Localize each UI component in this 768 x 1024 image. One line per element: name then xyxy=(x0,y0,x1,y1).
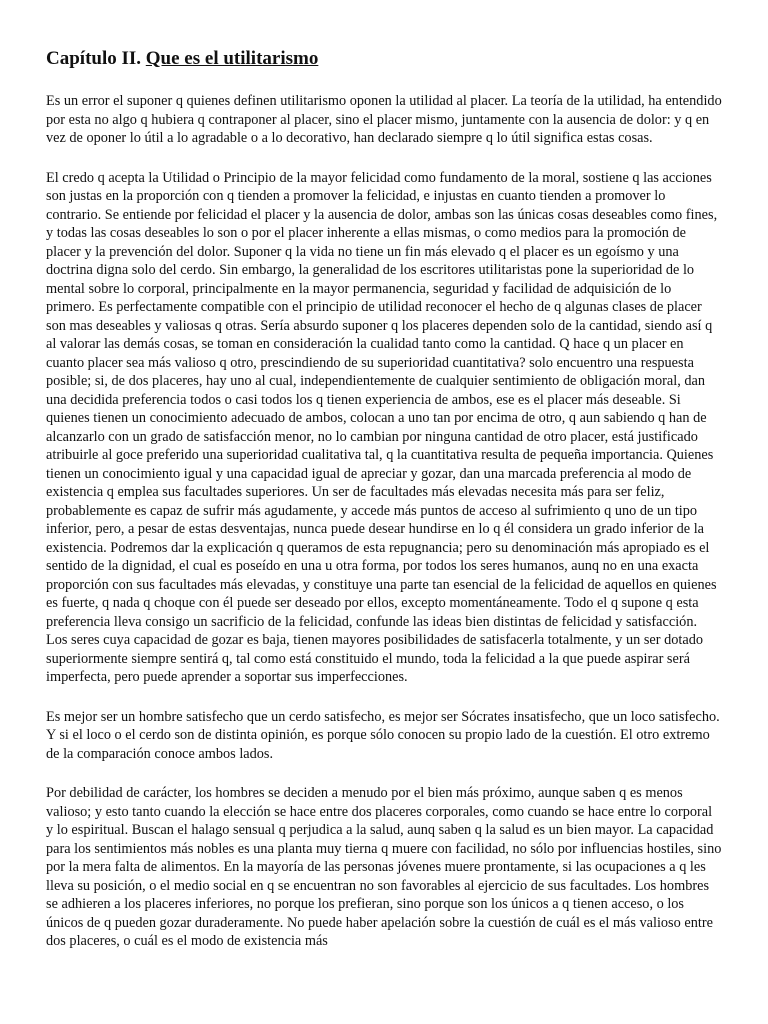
document-page xyxy=(46,46,722,972)
paragraph-4: Por debilidad de carácter, los hombres se deciden a menudo por el bien más próximo, aunque saben q es menos valioso; y esto tanto cuando la elección se hace entre dos placeres corporales, como cuando se hace entre lo corporal y lo espiritual. Buscan el halago sensual q perjudica a la salud, aunq saben q la salud es un bien mayor. La capacidad para los sentimientos más nobles es una planta muy tierna q muere con facilidad, no sólo por influencias hostiles, sino por la mera falta de alimentos. En la mayoría de las personas jóvenes muere prontamente, si las ocupaciones a q les lleva su posición, o el medio social en q se encuentran no son favorables al ejercicio de sus facultades. Los hombres se adhieren a los placeres inferiores, no porque los prefieran, sino porque son los únicos a q tienen acceso, o los únicos de q pueden gozar duraderamente. No puede haber apelación sobre la cuestión de cuál es el más valioso entre dos placeres, o cuál es el modo de existencia más xyxy=(46,785,722,949)
chapter-label: Capítulo II. xyxy=(46,48,142,69)
paragraph-2: El credo q acepta la Utilidad o Principio de la mayor felicidad como fundamento de la moral, sostiene q las acciones son justas en la proporción con q tienden a promover la felicidad, e injustas en cuanto tienden a promover lo contrario. Se entiende por felicidad el placer y la ausencia de dolor, ambas son las únicas cosas deseables como fines, y todas las cosas deseables lo son o por el placer inherente a ellas mismas, o como medios para la promoción de placer y la prevención del dolor. Suponer q la vida no tiene un fin más elevado q el placer es un egoísmo y una doctrina digna solo del cerdo. Sin embargo, la generalidad de los escritores utilitaristas pone la superioridad de lo mental sobre lo corporal, principalmente en la mayor permanencia, seguridad y facilidad de adquisición de lo primero. Es perfectamente compatible con el principio de utilidad reconocer el hecho de q algunas clases de placer son mas deseables y valiosas q otras. Sería absurdo suponer q los placeres dependen solo de la cantidad, siendo así q al valorar las demás cosas, se toman en consideración la cualidad tanto como la cantidad. Q hace q un placer en cuanto placer sea más valioso q otro, prescindiendo de su superioridad cuantitativa? solo encuentro una respuesta posible; si, de dos placeres, hay uno al cual, independientemente de cualquier sentimiento de obligación moral, dan una decidida preferencia todos o casi todos los q tienen experiencia de ambos, ese es el placer más deseable. Si quienes tienen un conocimiento adecuado de ambos, colocan a uno tan por encima de otro, q aun sabiendo q han de alcanzarlo con un grado de satisfacción menor, no lo cambian por ninguna cantidad de otro placer, está justificado atribuirle al goce preferido una superioridad cualitativa tal, q la cuantitativa resulta de pequeña importancia. Quienes tienen un conocimiento igual y una capacidad igual de apreciar y gozar, dan una marcada preferencia al modo de existencia q emplea sus facultades superiores. Un ser de facultades más elevadas necesita más para ser feliz, probablemente es capaz de sufrir más agudamente, y accede más puntos de acceso al sufrimiento q uno de un tipo inferior, pero, a pesar de estas desventajas, nunca puede desear hundirse en lo q él considera un grado inferior de la existencia. Podremos dar la explicación q queramos de esta repugnancia; pero su denominación más apropiado es el sentido de la dignidad, el cual es poseído en una u otra forma, por todos los seres humanos, aunq no en una exacta proporción con sus facultades más elevadas, y constituye una parte tan esencial de la felicidad de aquellos en quienes es fuerte, q nada q choque con él puede ser deseado por ellos, excepto momentáneamente. Todo el q supone q esta preferencia lleva consigo un sacrificio de la felicidad, confunde las ideas bien distintas de felicidad y satisfacción. Los seres cuya capacidad de gozar es baja, tienen mayores posibilidades de satisfacerla totalmente, y un ser dotado superiormente siempre sentirá q, tal como está constituido el mundo, toda la felicidad a la que puede aspirar será imperfecta, pero puede aprender a soportar sus imperfecciones. xyxy=(46,169,718,685)
paragraph-3: Es mejor ser un hombre satisfecho que un cerdo satisfecho, es mejor ser Sócrates insatisfecho, que un loco satisfecho. Y si el loco o el cerdo son de distinta opinión, es porque sólo conocen su propio lado de la cuestión. El otro extremo de la comparación conoce ambos lados. xyxy=(46,708,720,762)
chapter-title: Que es el utilitarismo xyxy=(145,48,319,69)
paragraph-1: Es un error el suponer q quienes definen utilitarismo oponen la utilidad al placer. La teoría de la utilidad, ha entendido por esta no algo q hubiera q contraponer al placer, sino el placer mismo, juntamente con la ausencia de dolor: y q en vez de oponer lo útil a lo agradable o a lo decorativo, han declarado siempre q lo útil significa estas cosas. xyxy=(46,93,722,146)
chapter-heading xyxy=(46,46,722,72)
